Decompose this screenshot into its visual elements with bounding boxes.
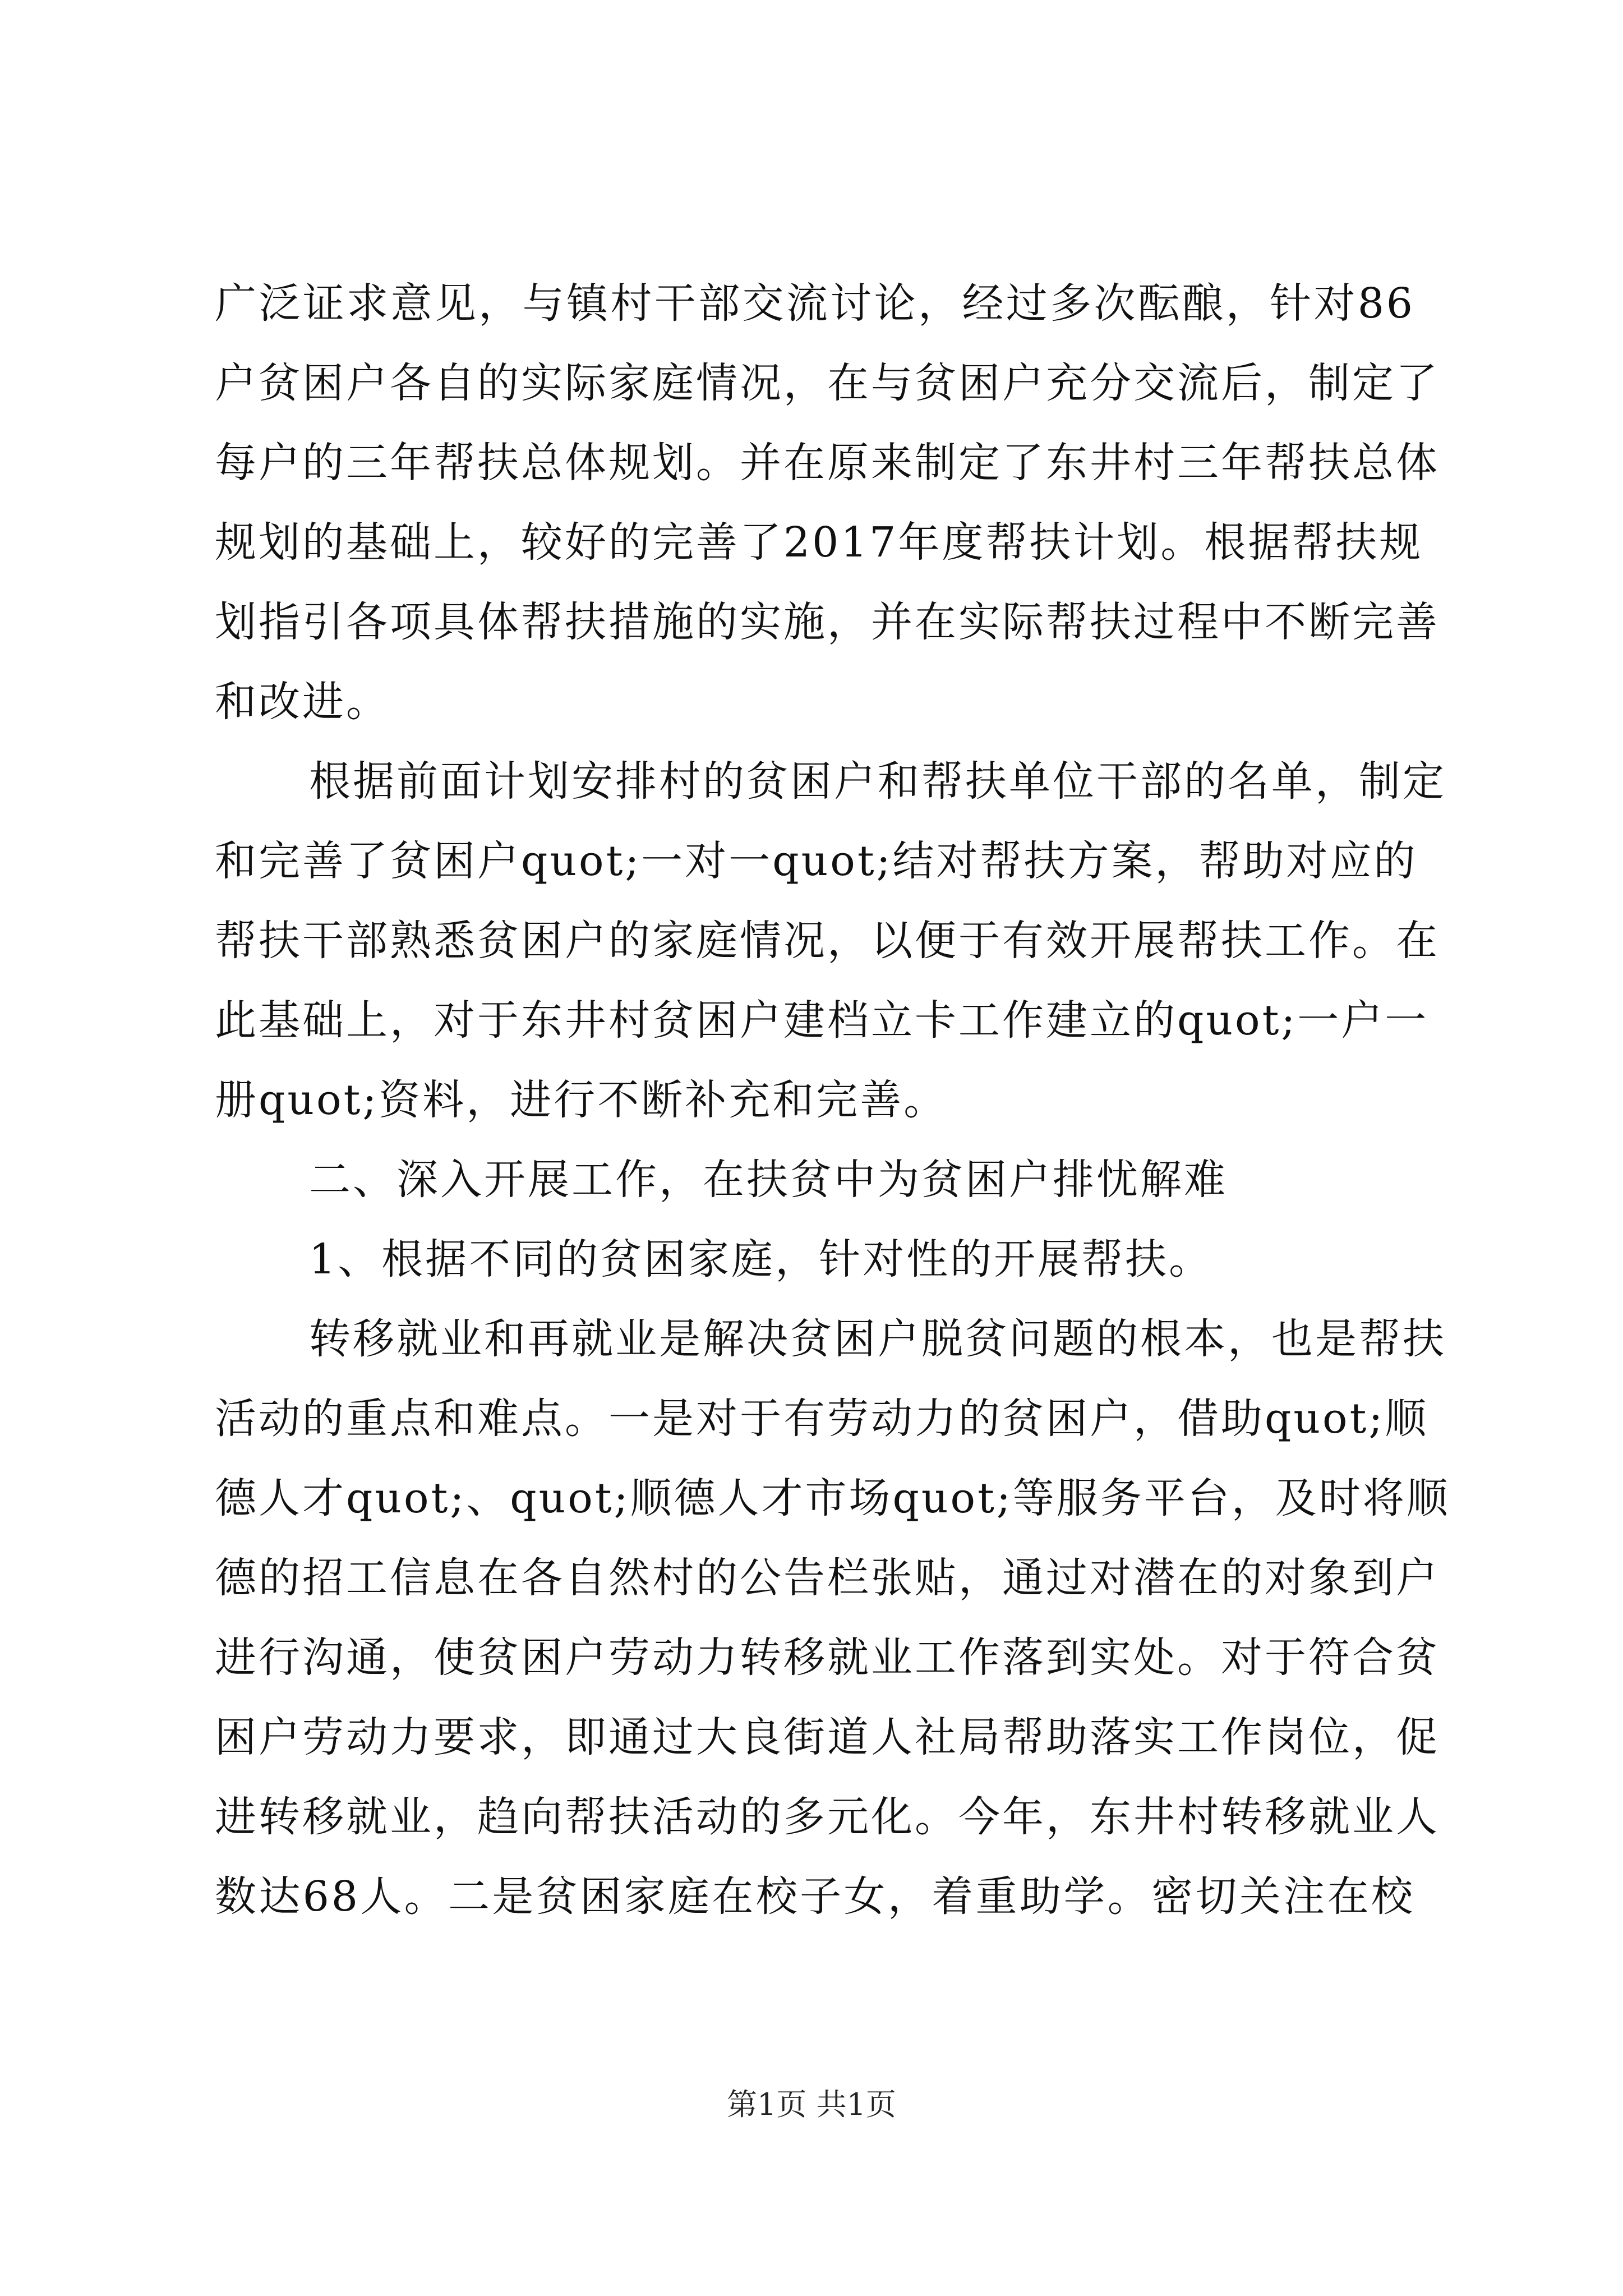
text-line: 德人才quot;、quot;顺德人才市场quot;等服务平台，及时将顺 <box>215 1474 1450 1522</box>
text-line: 每户的三年帮扶总体规划。并在原来制定了东井村三年帮扶总体 <box>215 439 1440 487</box>
text-line: 广泛证求意见，与镇村干部交流讨论，经过多次酝酿，针对86 <box>215 279 1415 328</box>
page-footer: 第1页 共1页 <box>727 2087 896 2122</box>
text-line: 和改进。 <box>215 678 390 726</box>
text-line: 活动的重点和难点。一是对于有劳动力的贫困户，借助quot;顺 <box>215 1395 1429 1443</box>
text-line: 德的招工信息在各自然村的公告栏张贴，通过对潜在的对象到户 <box>215 1554 1440 1602</box>
text-line: 规划的基础上，较好的完善了2017年度帮扶计划。根据帮扶规 <box>215 518 1423 567</box>
text-line: 册quot;资料，进行不断补充和完善。 <box>215 1076 948 1124</box>
text-line: 转移就业和再就业是解决贫困户脱贫问题的根本，也是帮扶 <box>309 1315 1446 1363</box>
text-line: 困户劳动力要求，即通过大良街道人社局帮助落实工作岗位，促 <box>215 1713 1440 1761</box>
text-line: 帮扶干部熟悉贫困户的家庭情况，以便于有效开展帮扶工作。在 <box>215 917 1440 965</box>
document-body <box>215 264 1450 1936</box>
text-line: 数达68人。二是贫困家庭在校子女，着重助学。密切关注在校 <box>215 1872 1415 1921</box>
text-line: 划指引各项具体帮扶措施的实施，并在实际帮扶过程中不断完善 <box>215 598 1440 646</box>
text-line: 进转移就业，趋向帮扶活动的多元化。今年，东井村转移就业人 <box>215 1793 1440 1841</box>
text-line: 根据前面计划安排村的贫困户和帮扶单位干部的名单，制定 <box>309 757 1446 806</box>
text-line: 户贫困户各自的实际家庭情况，在与贫困户充分交流后，制定了 <box>215 359 1440 407</box>
subsection-heading: 1、根据不同的贫困家庭，针对性的开展帮扶。 <box>309 1235 1213 1283</box>
text-line: 此基础上，对于东井村贫困户建档立卡工作建立的quot;一户一 <box>215 996 1429 1045</box>
text-line: 进行沟通，使贫困户劳动力转移就业工作落到实处。对于符合贫 <box>215 1634 1440 1682</box>
text-line: 和完善了贫困户quot;一对一quot;结对帮扶方案，帮助对应的 <box>215 837 1418 885</box>
section-heading: 二、深入开展工作，在扶贫中为贫困户排忧解难 <box>309 1156 1228 1204</box>
